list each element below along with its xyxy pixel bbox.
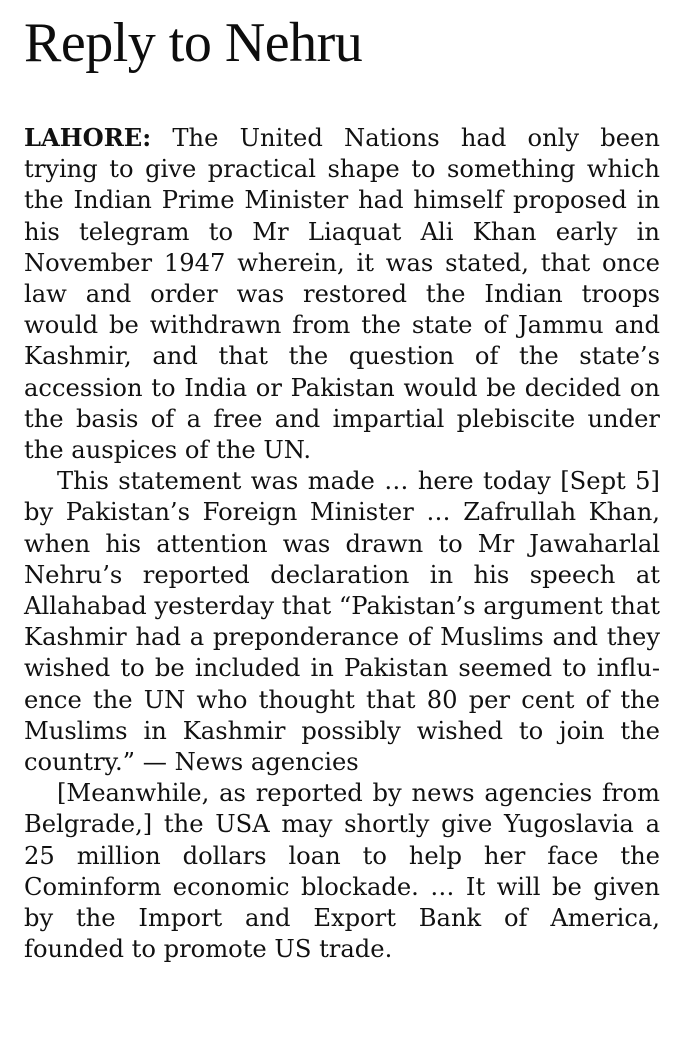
paragraph-3: [Meanwhile, as reported by news agencies from Belgrade,] the USA may shortly give Yugoslavia a 25 million dollars loan to help her face the Cominform economic blockade. … It will be given by the Import and Export Bank of America, founded to promote US trade.: [24, 779, 660, 964]
article-body: [24, 122, 660, 965]
paragraph-1-text: The United Nations had only been trying to give practical shape to something which the Indian Prime Minister had himself proposed in his telegram to Mr Liaquat Ali Khan early in November 1947 wherein, it was stated, that once law and order was restored the Indian troops would be withdrawn from the state of Jammu and Kashmir, and that the question of the state’s accession to India or Pakistan would be decided on the basis of a free and impartial plebiscite under the auspices of the UN.: [24, 124, 660, 465]
paragraph-1: [24, 122, 660, 466]
article: [24, 8, 660, 965]
dateline: LAHORE:: [24, 123, 152, 152]
paragraph-2: This statement was made … here today [Sept 5] by Pakistan’s Foreign Minister … Zafrullah Khan, when his attention was drawn to Mr Jawaharlal Nehru’s reported declaration in his speech at Allahabad yesterday that “Pakistan’s argument that Kashmir had a preponderance of Muslims and they wished to be included in Pakistan seemed to influence the UN who thought that 80 per cent of the Muslims in Kashmir possibly wished to join the country.” — News agencies: [24, 467, 660, 777]
headline: Reply to Nehru: [24, 12, 363, 74]
